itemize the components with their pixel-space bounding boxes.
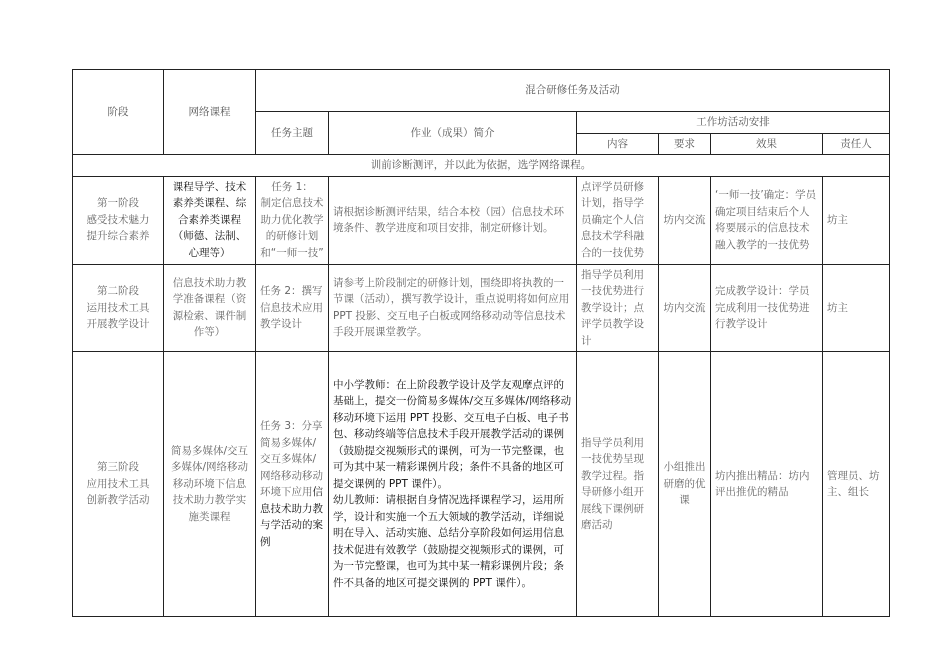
assignment-cell [329, 352, 577, 617]
assignment-paragraph: 中小学教师：在上阶段教学设计及学友观摩点评的基础上，提交一份简易多媒体/交互多媒体/网络移动移动环境下运用 PPT 投影、交互电子白板、电子书包、移动终端等信息技术手段开展教学活动的课例（鼓励提交视频形式的课例，可为一节完整课，也可为其中某一精彩课例片段；条件不具备的地区可提交课例的 PPT 课件）。 [333, 378, 572, 490]
task-text: 制定信息技术助力优化教学的研修计划和“一师一技” [260, 197, 324, 259]
stage-line: 运用技术工具 [86, 301, 150, 314]
task-title: 任务 1： [271, 180, 313, 193]
assignment-header: 作业（成果）简介 [329, 112, 577, 155]
course-text: 课程导学、 [172, 180, 226, 193]
task-cell [256, 352, 329, 617]
table-row [73, 176, 890, 264]
stage-line: 创新教学活动 [86, 494, 150, 507]
requirement-cell: 小组推出研磨的优课 [659, 352, 711, 617]
content-cell: 点评学员研修计划，指导学员确定个人信息技术学科融合的一技优势 [577, 176, 659, 264]
stage-cell [73, 352, 164, 617]
task-theme-header: 任务主题 [256, 112, 329, 155]
responsible-header: 责任人 [823, 133, 890, 155]
content-header: 内容 [577, 133, 659, 155]
requirement-cell: 坊内交流 [659, 176, 711, 264]
stage-name: 第三阶段 [97, 461, 139, 474]
table-row [73, 352, 890, 617]
course-cell [164, 176, 256, 264]
assignment-cell: 请根据诊断测评结果，结合本校（园）信息技术环境条件、教学进度和项目安排，制定研修计划。 [329, 176, 577, 264]
effect-cell: 完成教学设计：学员完成利用一技优势进行教学设计 [711, 264, 823, 352]
content-cell: 指导学员利用一技优势呈现教学过程。指导研修小组开展线下课例研磨活动 [577, 352, 659, 617]
effect-header: 效果 [711, 133, 823, 155]
assignment-cell: 请参考上阶段制定的研修计划，围绕即将执教的一节课（活动），撰写教学设计，重点说明将如何应用 PPT 投影、交互电子白板或网络移动动等信息技术手段开展课堂教学。 [329, 264, 577, 352]
task-text: 任务 3：分享简易多媒体/交互多媒体/网络移动移动环境下应用 [260, 420, 323, 498]
effect-cell: 坊内推出精品：坊内评出推优的精品 [711, 352, 823, 617]
content-cell: 指导学员利用一技优势进行教学设计；点评学员教学设计 [577, 264, 659, 352]
stage-name: 第二阶段 [97, 285, 139, 297]
stage-line: 开展教学设计 [86, 318, 150, 330]
workshop-header: 工作坊活动安排 [577, 112, 890, 134]
requirement-header: 要求 [659, 133, 711, 155]
stage-header: 阶段 [73, 70, 164, 155]
table-row [73, 264, 890, 352]
stage-cell [73, 176, 164, 264]
course-text: 技术素养类课程、综合素养类课程（师德、法制、心理等） [172, 180, 247, 259]
course-cell: 信息技术助力教学准备课程（资源检索、课件制作等） [164, 264, 256, 352]
stage-line: 感受技术魅力 [86, 213, 150, 226]
task-text: 信息技术助力教与学活动的案例 [260, 486, 323, 548]
stage-line: 提升综合素养 [86, 230, 150, 243]
task-cell [256, 176, 329, 264]
task-cell: 任务 2：撰写信息技术应用教学设计 [256, 264, 329, 352]
stage-line: 应用技术工具 [86, 477, 150, 490]
pretraining-note: 训前诊断测评，并以此为依据，选学网络课程。 [73, 155, 890, 177]
responsible-cell: 坊主 [823, 176, 890, 264]
responsible-cell: 坊主 [823, 264, 890, 352]
stage-name: 第一阶段 [97, 197, 139, 210]
training-plan-table [72, 69, 890, 617]
online-course-header: 网络课程 [164, 70, 256, 155]
requirement-cell: 坊内交流 [659, 264, 711, 352]
effect-cell: ‘一师一技’确定：学员确定项目结束后个人将要展示的信息技术融入教学的一技优势 [711, 176, 823, 264]
stage-cell [73, 264, 164, 352]
course-cell: 简易多媒体/交互多媒体/网络移动移动环境下信息技术助力教学实施类课程 [164, 352, 256, 617]
responsible-cell: 管理员、坊主、组长 [823, 352, 890, 617]
mixed-training-header: 混合研修任务及活动 [256, 70, 890, 112]
assignment-paragraph: 幼儿教师：请根据自身情况选择课程学习，运用所学，设计和实施一个五大领域的教学活动，详细说明在导入、活动实施、总结分享阶段如何运用信息技术促进有效教学（鼓励提交视频形式的课例，可为一节完整课，也可为其中某一精彩课例片段；条件不具备的地区可提交课例的 PPT 课件）。 [333, 494, 564, 589]
